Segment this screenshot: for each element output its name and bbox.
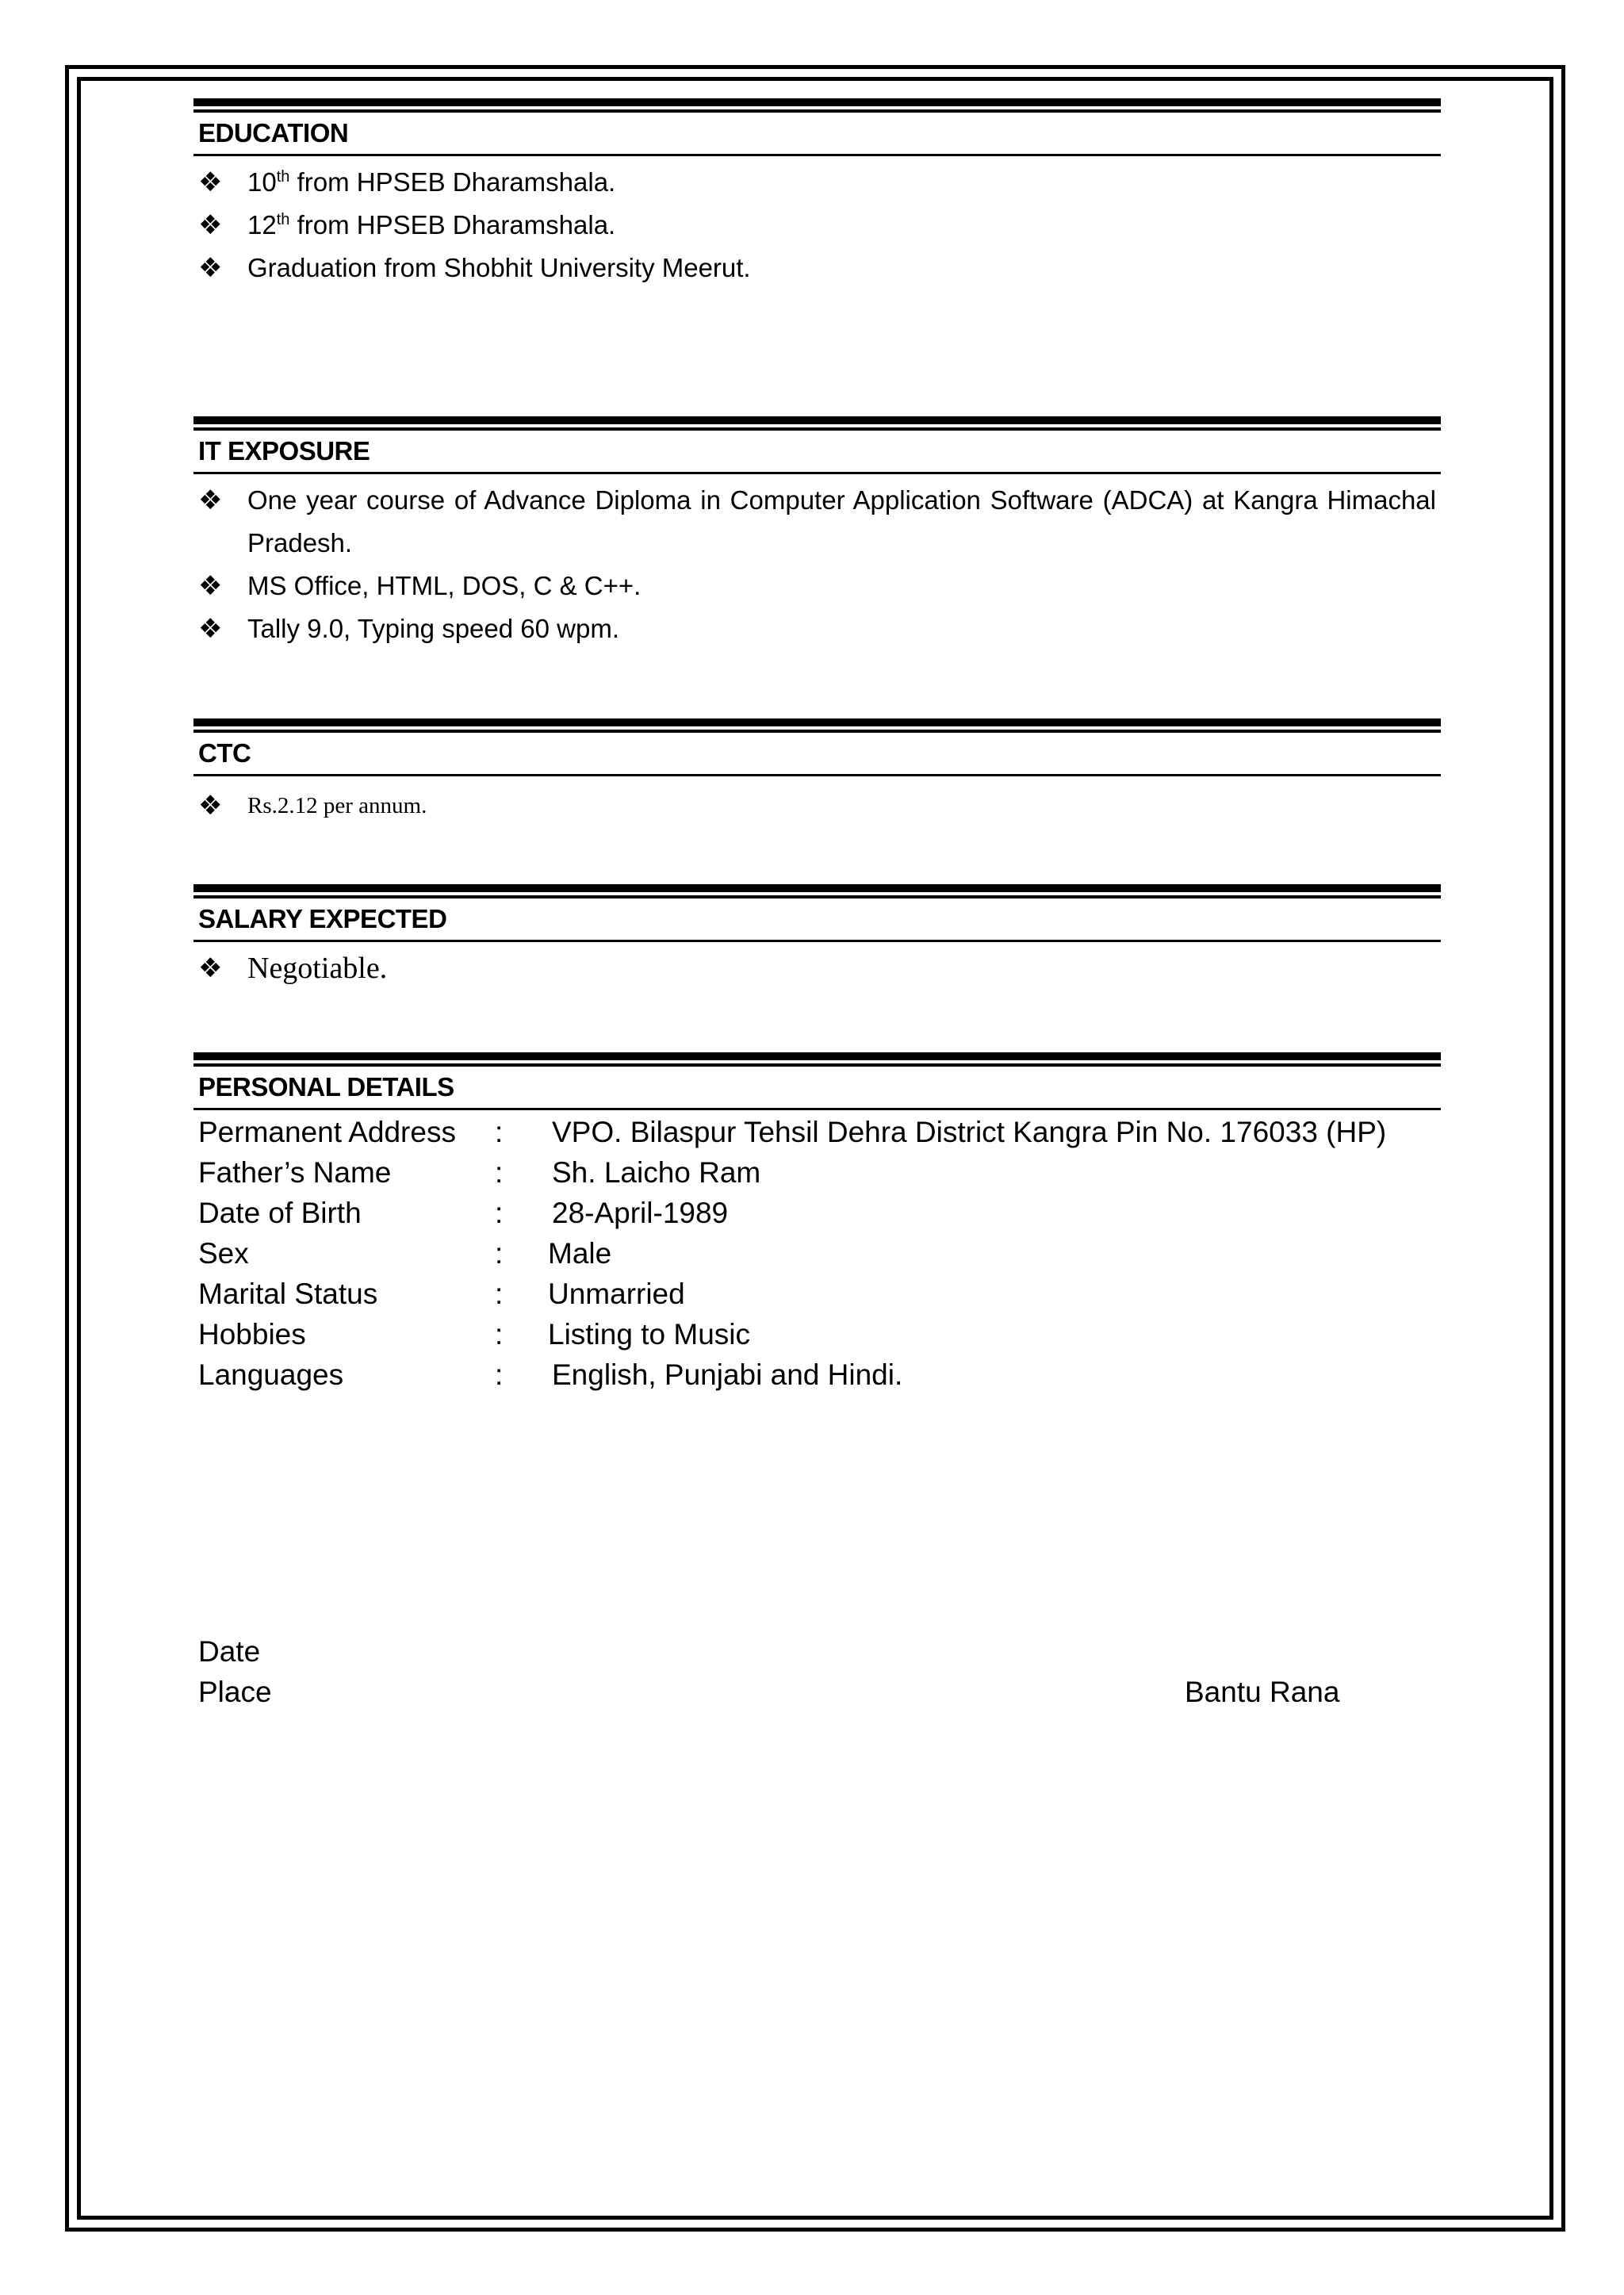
ctc-section <box>193 718 1441 827</box>
detail-label: Hobbies <box>198 1318 306 1351</box>
list-item <box>193 947 1441 990</box>
detail-value: Listing to Music <box>548 1318 750 1351</box>
table-row <box>198 1274 1435 1314</box>
detail-colon: : <box>495 1197 504 1229</box>
list-item <box>193 161 1441 204</box>
education-item-ordinal: th <box>276 168 290 186</box>
section-rule <box>193 416 1441 431</box>
list-item <box>193 784 1441 827</box>
ctc-title: CTC <box>193 733 1441 776</box>
education-title: EDUCATION <box>193 113 1441 156</box>
diamond-bullet-icon: ❖ <box>198 252 223 284</box>
table-row <box>198 1314 1435 1354</box>
detail-label: Permanent Address <box>198 1116 456 1148</box>
personal-details-title: PERSONAL DETAILS <box>193 1067 1441 1110</box>
detail-colon: : <box>495 1156 504 1189</box>
diamond-bullet-icon: ❖ <box>198 570 223 602</box>
detail-colon: : <box>495 1237 504 1270</box>
diamond-bullet-icon: ❖ <box>198 790 223 822</box>
table-row <box>198 1354 1435 1395</box>
table-row <box>198 1112 1435 1152</box>
salary-expected-title: SALARY EXPECTED <box>193 898 1441 942</box>
detail-label: Sex <box>198 1237 249 1270</box>
table-row <box>198 1233 1435 1274</box>
ctc-list <box>193 784 1441 827</box>
list-item <box>193 247 1441 289</box>
diamond-bullet-icon: ❖ <box>198 209 223 241</box>
education-item-text: Graduation from Shobhit University Meerut. <box>247 253 751 282</box>
section-rule <box>193 718 1441 733</box>
section-rule <box>193 1052 1441 1067</box>
date-label: Date <box>198 1635 261 1668</box>
it-exposure-item-text: One year course of Advance Diploma in Computer Application Software (ADCA) at Kangra Himachal Pradesh. <box>247 485 1436 557</box>
diamond-bullet-icon: ❖ <box>198 613 223 645</box>
detail-colon: : <box>495 1358 504 1391</box>
education-item-number: 10 <box>247 167 277 197</box>
it-exposure-item-text: Tally 9.0, Typing speed 60 wpm. <box>247 614 619 643</box>
it-exposure-title: IT EXPOSURE <box>193 431 1441 474</box>
it-exposure-list <box>193 479 1441 650</box>
education-list <box>193 161 1441 289</box>
table-row <box>198 1152 1435 1193</box>
diamond-bullet-icon: ❖ <box>198 167 223 198</box>
education-item-number: 12 <box>247 210 277 239</box>
detail-label: Date of Birth <box>198 1197 362 1229</box>
detail-value: English, Punjabi and Hindi. <box>552 1358 903 1391</box>
ctc-value: Rs.2.12 per annum. <box>247 793 427 818</box>
detail-value: 28-April-1989 <box>552 1197 729 1229</box>
list-item <box>193 204 1441 247</box>
table-row <box>198 1193 1435 1233</box>
detail-value: Male <box>548 1237 612 1270</box>
salary-expected-section <box>193 884 1441 990</box>
education-section <box>193 98 1441 289</box>
detail-colon: : <box>495 1278 504 1310</box>
education-item-ordinal: th <box>276 211 290 228</box>
list-item <box>193 565 1441 607</box>
detail-value: VPO. Bilaspur Tehsil Dehra District Kangra Pin No. 176033 (HP) <box>552 1116 1387 1148</box>
detail-colon: : <box>495 1318 504 1351</box>
salary-expected-value: Negotiable. <box>247 952 388 985</box>
personal-details-section <box>193 1052 1441 1110</box>
detail-label: Marital Status <box>198 1278 378 1310</box>
diamond-bullet-icon: ❖ <box>198 952 223 984</box>
detail-colon: : <box>495 1116 504 1148</box>
section-rule <box>193 98 1441 113</box>
list-item <box>193 607 1441 650</box>
place-label: Place <box>198 1676 272 1708</box>
education-item-text: from HPSEB Dharamshala. <box>289 167 616 197</box>
detail-value: Sh. Laicho Ram <box>552 1156 761 1189</box>
signature-name: Bantu Rana <box>1185 1676 1340 1708</box>
diamond-bullet-icon: ❖ <box>198 485 223 516</box>
list-item <box>193 479 1441 565</box>
personal-details-table <box>198 1112 1435 1395</box>
detail-label: Father’s Name <box>198 1156 392 1189</box>
detail-value: Unmarried <box>548 1278 685 1310</box>
education-item-text: from HPSEB Dharamshala. <box>289 210 616 239</box>
it-exposure-item-text: MS Office, HTML, DOS, C & C++. <box>247 571 642 600</box>
section-rule <box>193 884 1441 898</box>
detail-label: Languages <box>198 1358 344 1391</box>
it-exposure-section <box>193 416 1441 650</box>
salary-expected-list <box>193 947 1441 990</box>
